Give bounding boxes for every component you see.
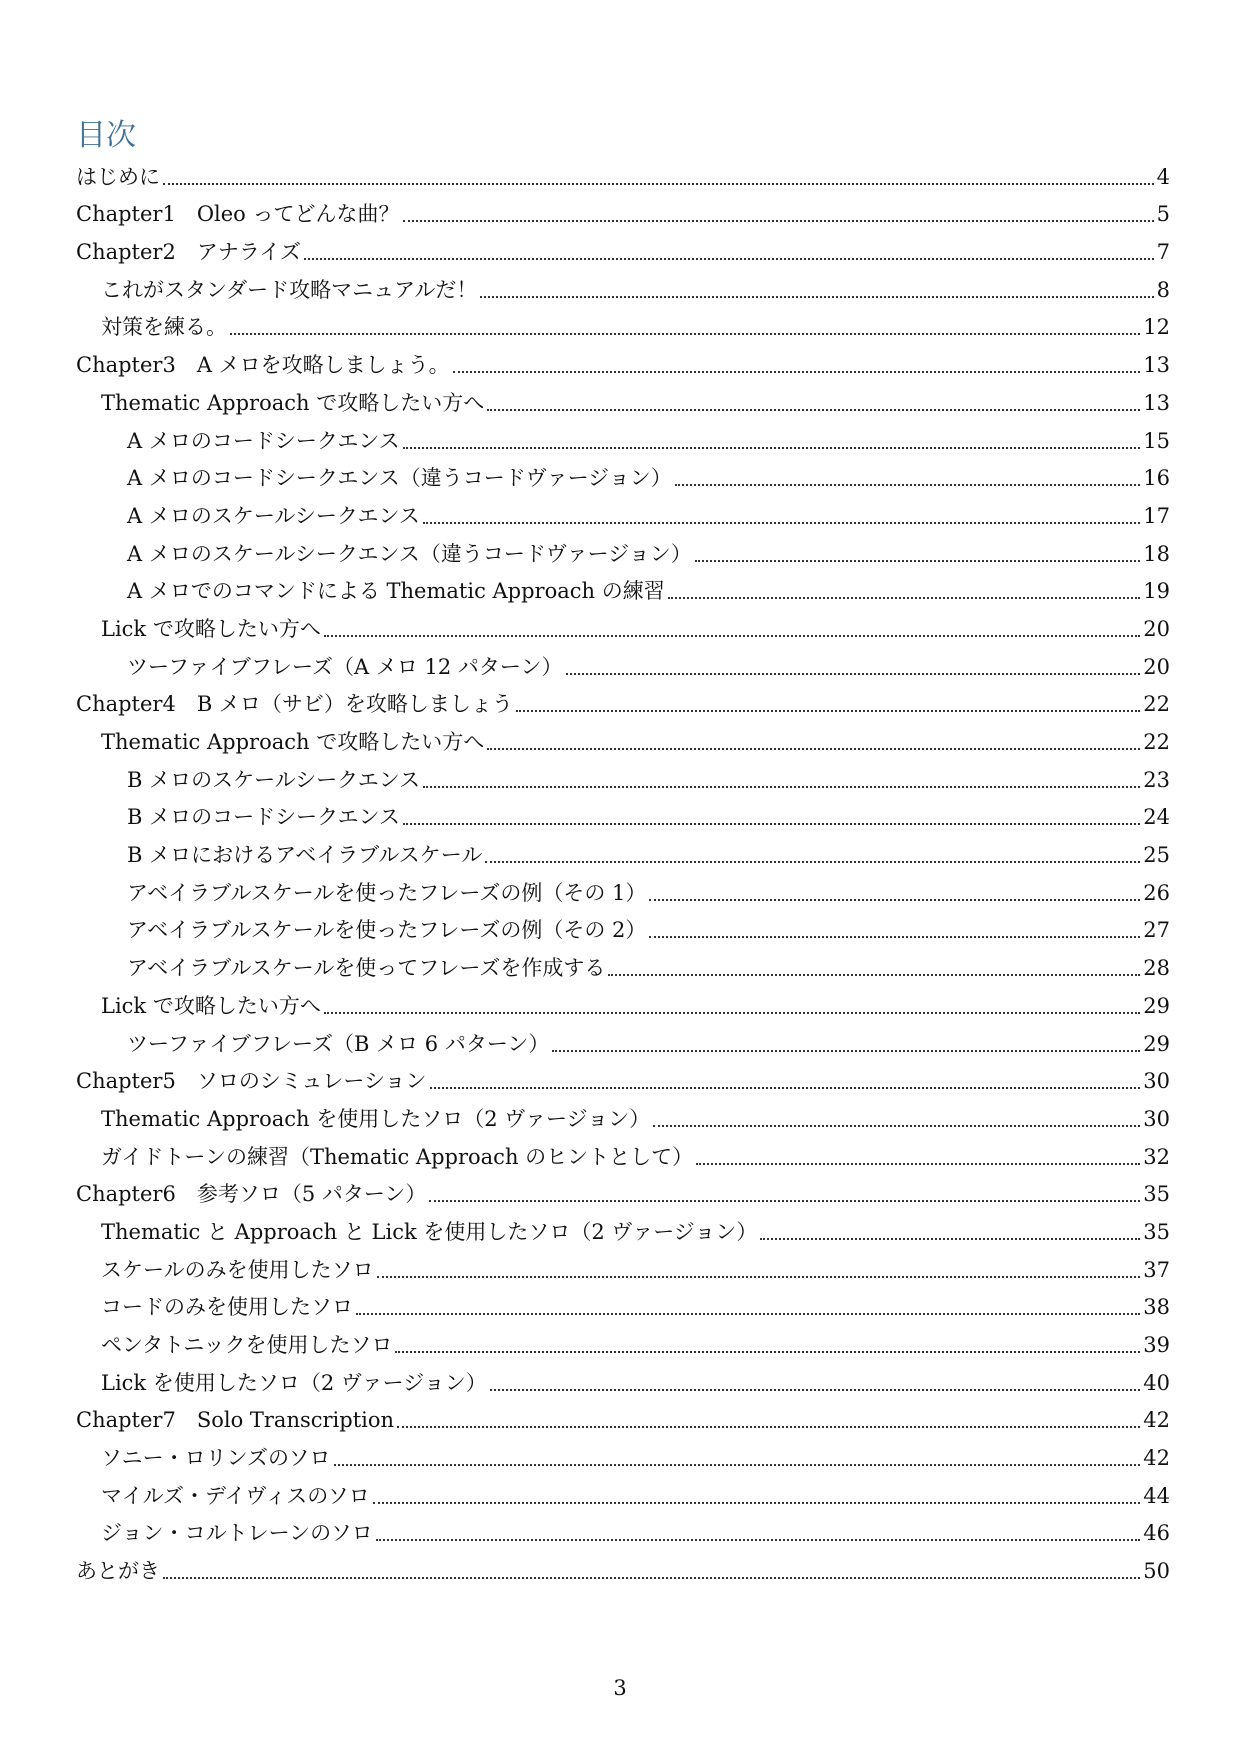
dot-leader [430, 1087, 1141, 1089]
toc-entry-page: 30 [1143, 1069, 1170, 1094]
toc-entry-page: 13 [1143, 353, 1170, 378]
dot-leader [695, 560, 1140, 562]
toc-entry[interactable] [76, 418, 1170, 456]
dot-leader [480, 296, 1153, 298]
toc-entry-page: 38 [1143, 1295, 1170, 1320]
toc-entry-text: コードのみを使用したソロ [101, 1295, 353, 1320]
toc-entry-page: 20 [1143, 616, 1170, 641]
toc-entry-page: 30 [1143, 1106, 1170, 1131]
toc-entry[interactable] [76, 983, 1170, 1021]
toc-entry-text: アベイラブルスケールを使ってフレーズを作成する [127, 956, 606, 981]
dot-leader [485, 861, 1140, 863]
toc-entry-text: Thematic Approach で攻略したい方へ [101, 390, 485, 415]
dot-leader [356, 1313, 1140, 1315]
dot-leader [423, 522, 1140, 524]
toc-entry-text: これがスタンダード攻略マニュアルだ！ [101, 277, 478, 302]
dot-leader [324, 1012, 1140, 1014]
toc-entry[interactable] [76, 1398, 1170, 1436]
toc-entry-page: 42 [1143, 1446, 1170, 1471]
toc-entry-text: Chapter7 Solo Transcription [76, 1408, 395, 1433]
toc-entry-text: ソニー・ロリンズのソロ [101, 1446, 331, 1471]
toc-entry-text: Thematic Approach で攻略したい方へ [101, 730, 485, 754]
toc-entry[interactable] [76, 1360, 1170, 1398]
toc-entry-page: 40 [1143, 1370, 1170, 1395]
toc-entry-page: 26 [1143, 880, 1170, 905]
dot-leader [377, 1276, 1141, 1278]
dot-leader [668, 597, 1141, 599]
toc-entry[interactable] [76, 1172, 1170, 1210]
toc-entry-text: ガイドトーンの練習（Thematic Approach のヒントとして） [101, 1144, 694, 1169]
dot-leader [653, 1125, 1140, 1127]
toc-entry[interactable] [76, 1021, 1170, 1059]
toc-entry-page: 12 [1143, 315, 1170, 340]
toc-entry-page: 5 [1156, 202, 1170, 227]
toc-entry-page: 19 [1143, 579, 1170, 604]
toc-entry-text: ジョン・コルトレーンのソロ [101, 1521, 373, 1546]
dot-leader [649, 936, 1140, 938]
toc-entry-text: 対策を練る。 [101, 315, 227, 340]
toc-entry[interactable] [76, 456, 1170, 494]
toc-entry-page: 28 [1143, 956, 1170, 981]
toc-entry-page: 32 [1143, 1144, 1170, 1169]
toc-entry[interactable] [76, 531, 1170, 569]
toc-entry-page: 16 [1143, 466, 1170, 491]
dot-leader [566, 673, 1141, 675]
dot-leader [675, 484, 1141, 486]
toc-entry[interactable] [76, 192, 1170, 230]
toc-entry[interactable] [76, 1435, 1170, 1473]
dot-leader [373, 1502, 1140, 1504]
toc-entry[interactable] [76, 606, 1170, 644]
dot-leader [490, 1389, 1140, 1391]
toc-entry-text: Thematic Approach を使用したソロ（2 ヴァージョン） [101, 1106, 651, 1131]
toc-entry[interactable] [76, 757, 1170, 795]
toc-entry[interactable] [76, 1247, 1170, 1285]
dot-leader [516, 710, 1140, 712]
toc-entry-page: 46 [1143, 1521, 1170, 1546]
toc-entry-page: 50 [1143, 1559, 1170, 1584]
toc-entry-text: あとがき [76, 1559, 160, 1584]
dot-leader [395, 1351, 1140, 1353]
toc-entry-text: Thematic と Approach と Lick を使用したソロ（2 ヴァージョン） [101, 1219, 758, 1244]
dot-leader [403, 220, 1154, 222]
toc-entry-text: Lick で攻略したい方へ [101, 616, 321, 641]
toc-entry-text: ペンタトニックを使用したソロ [101, 1333, 393, 1357]
toc-entry-page: 27 [1143, 918, 1170, 943]
toc-entry-text: Lick を使用したソロ（2 ヴァージョン） [101, 1370, 487, 1395]
toc-entry-text: Chapter4 B メロ（サビ）を攻略しましょう [76, 692, 513, 717]
dot-leader [376, 1539, 1141, 1541]
toc-entry-page: 42 [1143, 1408, 1170, 1433]
dot-leader [696, 1163, 1140, 1165]
toc-entry[interactable] [76, 682, 1170, 720]
toc-entry[interactable] [76, 908, 1170, 946]
toc-entry[interactable] [76, 305, 1170, 343]
toc-entry-text: ツーファイブフレーズ（A メロ 12 パターン） [127, 654, 563, 679]
toc-entry-text: Chapter1 Oleo ってどんな曲？ [76, 202, 400, 227]
toc-entry-text: アベイラブルスケールを使ったフレーズの例（その 2） [127, 918, 647, 943]
toc-entry-page: 7 [1156, 240, 1170, 265]
toc-entry-text: A メロのスケールシークエンス（違うコードヴァージョン） [127, 541, 692, 566]
toc-entry-page: 35 [1143, 1182, 1170, 1207]
toc-entry[interactable] [76, 569, 1170, 607]
dot-leader [608, 974, 1140, 976]
toc-entry[interactable] [76, 154, 1170, 192]
toc-entry[interactable] [76, 1209, 1170, 1247]
dot-leader [163, 1577, 1140, 1579]
dot-leader [397, 1426, 1140, 1428]
toc-entry-page: 25 [1143, 843, 1170, 868]
dot-leader [304, 258, 1154, 260]
dot-leader [760, 1238, 1140, 1240]
toc-entry-page: 29 [1143, 1031, 1170, 1056]
toc-entry-page: 23 [1143, 767, 1170, 792]
toc-entry-text: A メロのコードシークエンス（違うコードヴァージョン） [127, 466, 672, 491]
toc-entry-page: 18 [1143, 541, 1170, 566]
toc-entry[interactable] [76, 1548, 1170, 1586]
dot-leader [423, 786, 1140, 788]
dot-leader [552, 1050, 1140, 1052]
dot-leader [403, 447, 1140, 449]
toc-entry-page: 13 [1143, 390, 1170, 415]
toc-entry[interactable] [76, 1511, 1170, 1549]
toc-entry[interactable] [76, 380, 1170, 418]
dot-leader [324, 635, 1140, 637]
toc-entry-page: 22 [1143, 692, 1170, 717]
toc-entry-text: マイルズ・デイヴィスのソロ [101, 1483, 370, 1508]
toc-entry-text: アベイラブルスケールを使ったフレーズの例（その 1） [127, 880, 647, 905]
toc-entry-text: B メロにおけるアベイラブルスケール [127, 843, 483, 868]
dot-leader [429, 1200, 1140, 1202]
toc-entry-text: A メロのコードシークエンス [127, 428, 400, 453]
dot-leader [230, 333, 1140, 335]
toc-title: 目次 [76, 118, 136, 154]
dot-leader [163, 183, 1154, 185]
toc-entry[interactable] [76, 945, 1170, 983]
toc-entry[interactable] [76, 229, 1170, 267]
toc-entry-text: スケールのみを使用したソロ [101, 1257, 374, 1282]
toc-entry-text: ツーファイブフレーズ（B メロ 6 パターン） [127, 1031, 550, 1056]
toc-entry-text: Chapter3 A メロを攻略しましょう。 [76, 353, 450, 378]
toc-entry[interactable] [76, 1134, 1170, 1172]
toc-entry-text: Chapter6 参考ソロ（5 パターン） [76, 1182, 427, 1207]
dot-leader [403, 823, 1140, 825]
table-of-contents [76, 154, 1170, 1586]
toc-entry-text: A メロのスケールシークエンス [127, 503, 420, 528]
toc-entry-text: B メロのスケールシークエンス [127, 767, 421, 792]
dot-leader [487, 748, 1140, 750]
toc-entry[interactable] [76, 1096, 1170, 1134]
toc-entry[interactable] [76, 644, 1170, 682]
toc-entry[interactable] [76, 1473, 1170, 1511]
toc-entry-text: Chapter2 アナライズ [76, 240, 301, 265]
dot-leader [453, 371, 1141, 373]
dot-leader [649, 899, 1140, 901]
toc-entry-text: A メロでのコマンドによる Thematic Approach の練習 [127, 579, 665, 604]
toc-entry[interactable] [76, 832, 1170, 870]
toc-entry[interactable] [76, 342, 1170, 380]
toc-entry[interactable] [76, 870, 1170, 908]
toc-entry[interactable] [76, 1285, 1170, 1323]
page-number: 3 [613, 1676, 627, 1700]
toc-entry-page: 44 [1143, 1483, 1170, 1508]
toc-entry-page: 8 [1156, 277, 1170, 302]
toc-entry[interactable] [76, 1059, 1170, 1097]
toc-entry-page: 37 [1143, 1257, 1170, 1282]
toc-entry-page: 17 [1143, 503, 1170, 528]
toc-entry-text: B メロのコードシークエンス [127, 805, 401, 830]
toc-entry[interactable] [76, 795, 1170, 833]
toc-entry-page: 15 [1143, 428, 1170, 453]
toc-entry-page: 29 [1143, 993, 1170, 1018]
toc-entry-page: 20 [1143, 654, 1170, 679]
toc-entry-text: Lick で攻略したい方へ [101, 993, 321, 1018]
dot-leader [334, 1464, 1141, 1466]
toc-entry-page: 35 [1143, 1219, 1170, 1244]
toc-entry-page: 24 [1143, 805, 1170, 830]
toc-entry[interactable] [76, 719, 1170, 757]
dot-leader [487, 409, 1140, 411]
toc-entry-page: 22 [1143, 730, 1170, 754]
toc-entry[interactable] [76, 267, 1170, 305]
toc-entry-text: はじめに [76, 164, 160, 189]
toc-entry-text: Chapter5 ソロのシミュレーション [76, 1069, 427, 1094]
toc-entry[interactable] [76, 1322, 1170, 1360]
toc-entry-page: 39 [1143, 1333, 1170, 1357]
toc-entry[interactable] [76, 493, 1170, 531]
toc-entry-page: 4 [1156, 164, 1170, 189]
